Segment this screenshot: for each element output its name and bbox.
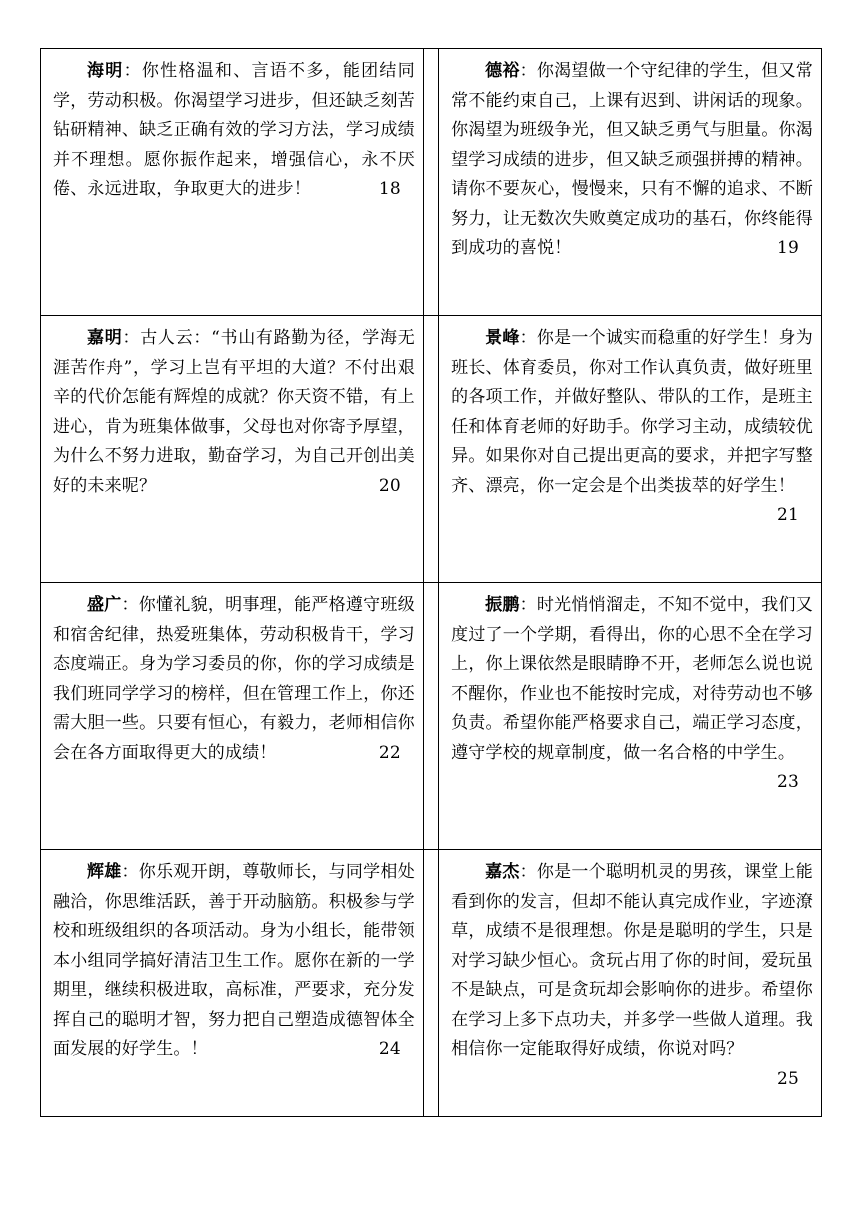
- comment-number: 21: [776, 505, 799, 525]
- comment-body: 德裕：你渴望做一个守纪律的学生，但又常常不能约束自己，上课有迟到、讲闲话的现象。你渴望为班级争光，但又缺乏勇气与胆量。你渴望学习成绩的进步，但又缺乏顽强拼搏的精神。请你不要灰心，慢慢来，只有不懈的追求、不断努力，让无数次失败奠定成功的基石，你终能得到成功的喜悦！ 19: [439, 49, 821, 264]
- student-name: 德裕: [485, 61, 520, 81]
- column-gap: [423, 850, 438, 1117]
- comment-body: 盛广：你懂礼貌，明事理，能严格遵守班级和宿舍纪律，热爱班集体，劳动积极肯干，学习态度端正。身为学习委员的你，你的学习成绩是我们班同学学习的榜样，但在管理工作上，你还需大胆一些。只要有恒心，有毅力，老师相信你会在各方面取得更大的成绩！ 22: [41, 583, 423, 768]
- student-name: 嘉杰: [485, 862, 520, 882]
- table-row: [41, 316, 822, 583]
- student-name: 辉雄: [87, 862, 122, 882]
- comment-number: 22: [378, 742, 401, 763]
- student-name: 振鹏: [485, 595, 520, 615]
- comment-cell: [41, 583, 424, 850]
- comment-text: 你是一个诚实而稳重的好学生！身为班长、体育委员，你对工作认真负责，做好班里的各项工作，并做好整队、带队的工作，是班主任和体育老师的好助手。你学习主动，成绩较优异。如果你对自己提出更高的要求，并把字写整齐、漂亮，你一定会是个出类拔萃的好学生！: [451, 328, 813, 496]
- comment-text: 时光悄悄溜走，不知不觉中，我们又度过了一个学期，看得出，你的心思不全在学习上，你上课依然是眼睛睁不开，老师怎么说也说不醒你，作业也不能按时完成，对待劳动也不够负责。希望你能严格要求自己，端正学习态度，遵守学校的规章制度，做一名合格的中学生。: [451, 595, 813, 763]
- table-row: [41, 583, 822, 850]
- comment-text: 你乐观开朗，尊敬师长，与同学相处融洽，你思维活跃，善于开动脑筋。积极参与学校和班级组织的各项活动。身为小组长，能带领本小组同学搞好清洁卫生工作。愿你在新的一学期里，继续积极进取，高标准，严要求，充分发挥自己的聪明才智，努力把自己塑造成德智体全面发展的好学生。！: [53, 862, 415, 1059]
- column-gap: [423, 583, 438, 850]
- comment-cell: [41, 49, 424, 316]
- column-gap: [423, 49, 438, 316]
- comment-text: 你懂礼貌，明事理，能严格遵守班级和宿舍纪律，热爱班集体，劳动积极肯干，学习态度端正。身为学习委员的你，你的学习成绩是我们班同学学习的榜样，但在管理工作上，你还需大胆一些。只要有恒心，有毅力，老师相信你会在各方面取得更大的成绩！: [53, 595, 415, 763]
- comment-cell: [439, 850, 822, 1117]
- comment-body: 海明：你性格温和、言语不多，能团结同学，劳动积极。你渴望学习进步，但还缺乏刻苦钻研精神、缺乏正确有效的学习方法，学习成绩并不理想。愿你振作起来，增强信心，永不厌倦、永远进取，争取更大的进步！ 18: [41, 49, 423, 205]
- comment-body: 辉雄：你乐观开朗，尊敬师长，与同学相处融洽，你思维活跃，善于开动脑筋。积极参与学校和班级组织的各项活动。身为小组长，能带领本小组同学搞好清洁卫生工作。愿你在新的一学期里，继续积极进取，高标准，严要求，充分发挥自己的聪明才智，努力把自己塑造成德智体全面发展的好学生。！ 24: [41, 850, 423, 1065]
- comment-cell: [439, 316, 822, 583]
- comment-number: 19: [776, 238, 799, 258]
- comment-cell: [439, 49, 822, 316]
- student-name: 嘉明: [87, 328, 123, 348]
- table-row: [41, 49, 822, 316]
- comment-body: 嘉明：古人云：“书山有路勤为径，学海无涯苦作舟”，学习上岂有平坦的大道？不付出艰辛的代价怎能有辉煌的成就？你天资不错，有上进心，肯为班集体做事，父母也对你寄予厚望，为什么不努力进取，勤奋学习，为自己开创出美好的未来呢？ 20: [41, 316, 423, 501]
- comment-cell: [41, 316, 424, 583]
- comment-number: 18: [378, 179, 401, 199]
- comment-cell: [439, 583, 822, 850]
- comment-number: 20: [378, 475, 401, 496]
- comment-number: 23: [776, 772, 799, 792]
- comment-text: 你性格温和、言语不多，能团结同学，劳动积极。你渴望学习进步，但还缺乏刻苦钻研精神、缺乏正确有效的学习方法，学习成绩并不理想。愿你振作起来，增强信心，永不厌倦、永远进取，争取更大的进步！: [53, 61, 415, 199]
- student-name: 盛广: [87, 595, 122, 615]
- student-name: 海明: [87, 61, 124, 81]
- table-row: [41, 850, 822, 1117]
- student-name: 景峰: [485, 328, 520, 348]
- comments-table: [40, 48, 822, 1117]
- comment-body: 嘉杰：你是一个聪明机灵的男孩，课堂上能看到你的发言，但却不能认真完成作业，字迹潦草，成绩不是很理想。你是是聪明的学生，只是对学习缺少恒心。贪玩占用了你的时间，爱玩虽不是缺点，可是贪玩却会影响你的进步。希望你在学习上多下点功夫，并多学一些做人道理。我相信你一定能取得好成绩，你说对吗？ 25: [439, 850, 821, 1065]
- comment-body: 景峰：你是一个诚实而稳重的好学生！身为班长、体育委员，你对工作认真负责，做好班里的各项工作，并做好整队、带队的工作，是班主任和体育老师的好助手。你学习主动，成绩较优异。如果你对自己提出更高的要求，并把字写整齐、漂亮，你一定会是个出类拔萃的好学生！ 21: [439, 316, 821, 501]
- column-gap: [423, 316, 438, 583]
- comment-text: 你是一个聪明机灵的男孩，课堂上能看到你的发言，但却不能认真完成作业，字迹潦草，成绩不是很理想。你是是聪明的学生，只是对学习缺少恒心。贪玩占用了你的时间，爱玩虽不是缺点，可是贪玩却会影响你的进步。希望你在学习上多下点功夫，并多学一些做人道理。我相信你一定能取得好成绩，你说对吗？: [451, 862, 813, 1059]
- comment-text: 你渴望做一个守纪律的学生，但又常常不能约束自己，上课有迟到、讲闲话的现象。你渴望为班级争光，但又缺乏勇气与胆量。你渴望学习成绩的进步，但又缺乏顽强拼搏的精神。请你不要灰心，慢慢来，只有不懈的追求、不断努力，让无数次失败奠定成功的基石，你终能得到成功的喜悦！: [451, 61, 813, 258]
- comment-body: 振鹏：时光悄悄溜走，不知不觉中，我们又度过了一个学期，看得出，你的心思不全在学习上，你上课依然是眼睛睁不开，老师怎么说也说不醒你，作业也不能按时完成，对待劳动也不够负责。希望你能严格要求自己，端正学习态度，遵守学校的规章制度，做一名合格的中学生。 23: [439, 583, 821, 768]
- comment-number: 24: [378, 1039, 401, 1059]
- comment-cell: [41, 850, 424, 1117]
- comment-number: 25: [776, 1068, 799, 1089]
- comment-text: 古人云：“书山有路勤为径，学海无涯苦作舟”，学习上岂有平坦的大道？不付出艰辛的代价怎能有辉煌的成就？你天资不错，有上进心，肯为班集体做事，父母也对你寄予厚望，为什么不努力进取，勤奋学习，为自己开创出美好的未来呢？: [53, 328, 415, 496]
